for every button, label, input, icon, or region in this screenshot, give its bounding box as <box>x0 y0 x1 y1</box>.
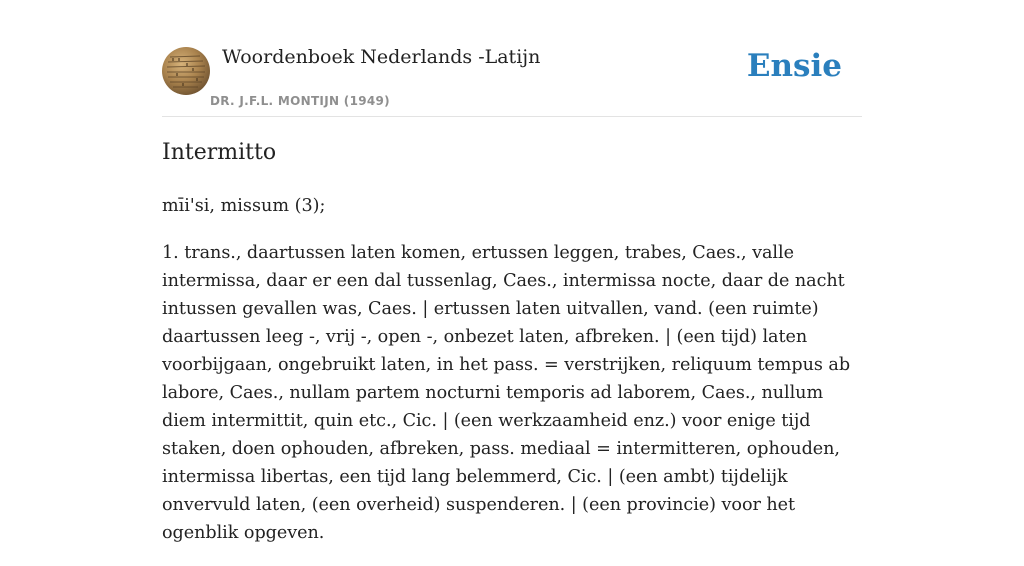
entry-content <box>162 192 862 566</box>
bronze-tablet-logo-icon[interactable] <box>162 47 210 95</box>
book-author: DR. J.F.L. MONTIJN (1949) <box>210 94 390 108</box>
entry-definition: 1. trans., daartussen laten komen, ertussen leggen, trabes, Caes., valle intermissa, daar er een dal tussenlag, Caes., intermissa nocte, daar de nacht intussen gevallen was, Caes. | ertussen laten uitvallen, vand. (een ruimte) daartussen leeg -, vrij -, open -, onbezet laten, afbreken. | (een tijd) laten voorbijgaan, ongebruikt laten, in het pass. = verstrijken, reliquum tempus ab labore, Caes., nullam partem nocturni temporis ad laborem, Caes., nullum diem intermittit, quin etc., Cic. | (een werkzaamheid enz.) voor enige tijd staken, doen ophouden, afbreken, pass. mediaal = intermitteren, ophouden, intermissa libertas, een tijd lang belemmerd, Cic. | (een ambt) tijdelijk onvervuld laten, (een overheid) suspenderen. | (een provincie) voor het ogenblik opgeven. <box>162 243 851 543</box>
book-title[interactable]: Woordenboek Nederlands -Latijn <box>222 46 541 68</box>
brand-logo-link[interactable]: Ensie <box>746 48 842 84</box>
entry-title: Intermitto <box>162 140 277 165</box>
site-header <box>162 45 862 117</box>
entry-forms: mīi'si, missum (3); <box>162 196 326 216</box>
